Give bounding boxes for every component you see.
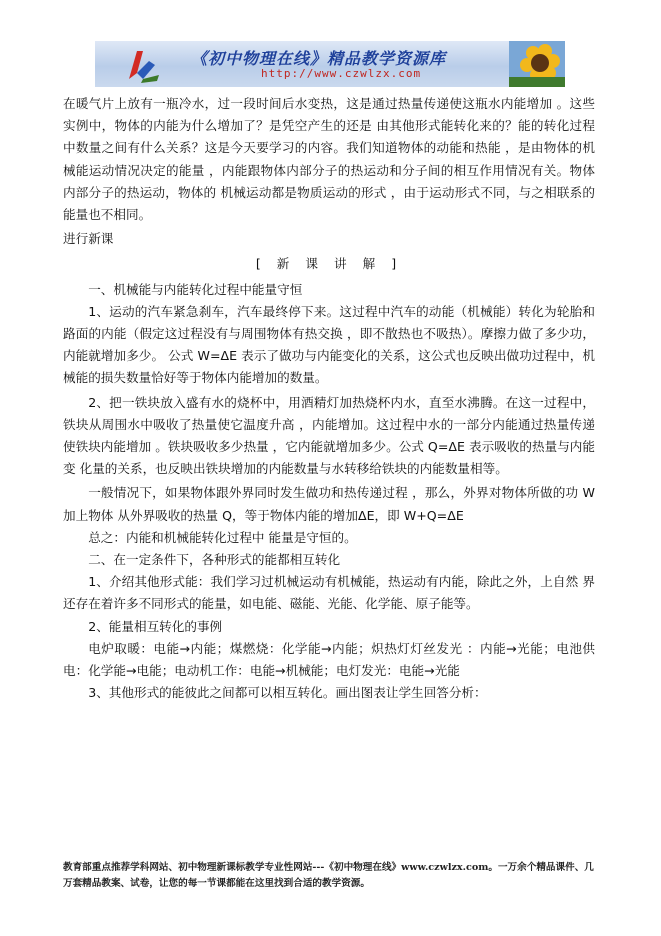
sunflower-icon	[509, 41, 565, 87]
logo-icon	[123, 47, 163, 83]
section-heading-1: 一、机械能与内能转化过程中能量守恒	[88, 281, 303, 297]
section-heading-2: 二、在一定条件下，各种形式的能都相互转化	[88, 552, 341, 568]
paragraph-conversion-list: 电炉取暖：电能→内能；煤燃烧：化学能→内能；炽热灯灯丝发光 ：内能→光能；电池供电：化学能→电能；电动机工作：电能→机械能；电灯发光：电能→光能	[63, 640, 595, 679]
paragraph-example-2: 2、把一铁块放入盛有水的烧杯中，用酒精灯加热烧杯内水，直至水沸腾。在这一过程中，铁块从周围水中吸收了热量使它温度升高 ，内能增加。这过程中水的一部分内能通过热量传递使铁块内能增加 。铁块吸收多少热量 ，它内能就增加多少。公式 Q=ΔE 表示吸收的热量与内能变 化量的关系，也反映出铁块增加的内能数量与水转移给铁块的内能数量相等。	[63, 394, 595, 477]
paragraph-general: 一般情况下，如果物体跟外界同时发生做功和热传递过程 ，那么，外界对物体所做的功 W 加上物体 从外界吸收的热量 Q，等于物体内能的增加ΔE，即 W+Q=ΔE	[63, 485, 595, 523]
banner-title: 《初中物理在线》精品教学资源库	[191, 49, 447, 68]
section-label: 进行新课	[63, 231, 114, 247]
paragraph-summary: 总之：内能和机械能转化过程中 能量是守恒的。	[88, 529, 357, 545]
paragraph-diagram-prompt: 3、其他形式的能彼此之间都可以相互转化。画出图表让学生回答分析：	[88, 685, 487, 701]
paragraph-example-1: 1、运动的汽车紧急刹车，汽车最终停下来。这过程中汽车的动能（机械能）转化为轮胎和路面的内能（假定这过程没有与周围物体有热交换 ，即不散热也不吸热）。摩擦力做了多少功，内能就增加多少。 公式 W=ΔE 表示了做功与内能变化的关系，这公式也反映出做功过程中，机械能的损失数量恰好等于物体内能增加的数量。	[63, 303, 595, 386]
page-footer: 教育部重点推荐学科网站、初中物理新课标教学专业性网站---《初中物理在线》www.czwlzx.com。一万余个精品课件、几万套精品教案、试卷，让您的每一节课都能在这里找到合适的教学资源。	[63, 862, 594, 889]
header-banner	[95, 41, 565, 87]
document-body	[63, 93, 595, 704]
intro-paragraph: 在暖气片上放有一瓶冷水，过一段时间后水变热，这是通过热量传递使这瓶水内能增加 。这些实例中，物体的内能为什么增加了？是凭空产生的还是 由其他形式能转化来的？能的转化过程中数量之间有什么关系？这是今天要学习的内容。我们知道物体的动能和热能 ，是由物体的机械能运动情况决定的能量 ，内能跟物体内部分子的热运动和分子间的相互作用情况有关。物体内部分子的热运动，物体的 机械运动都是物质运动的形式 ，由于运动形式不同，与之相联系的能量也不相同。	[63, 96, 595, 223]
lecture-heading: [ 新 课 讲 解 ]	[255, 256, 403, 272]
paragraph-examples-heading: 2、能量相互转化的事例	[88, 618, 223, 634]
banner-url[interactable]: http://www.czwlzx.com	[261, 67, 422, 80]
paragraph-forms: 1、介绍其他形式能：我们学习过机械运动有机械能，热运动有内能，除此之外，上自然 界还存在着许多不同形式的能量，如电能、磁能、光能、化学能、原子能等。	[63, 574, 595, 612]
